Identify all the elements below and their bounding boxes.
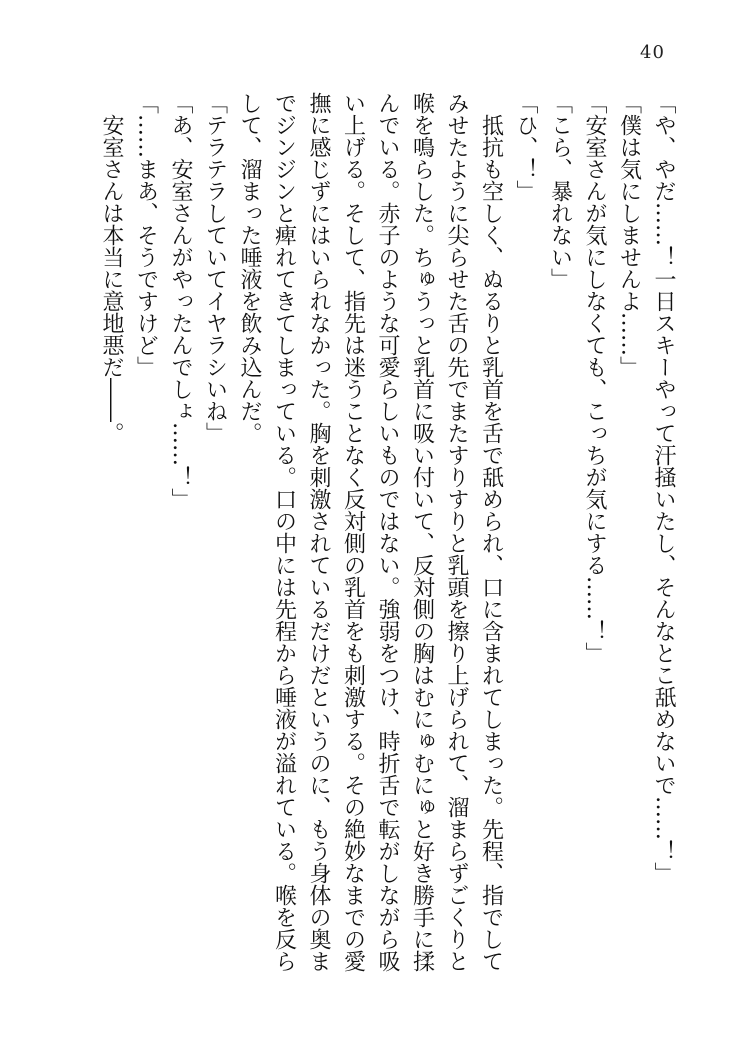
dialogue-line: 「……まあ、そうですけど」: [133, 92, 159, 378]
dialogue-line: 「テラテラしていてイヤラシいね」: [202, 92, 228, 444]
dialogue-line: 「あ、安室さんがやったんでしょ……！」: [168, 92, 193, 510]
narration-paragraph: 抵抗も空しく、ぬるりと乳首を舌で舐められ、口に含まれてしまった。先程、指でしてみせたように尖らせた舌の先でまたすりすりと乳頭を擦り上げられて、溜まらずごくりと喉を鳴らした。ちゅうっと乳首に吸い付いて、反対側の胸はむにゅむにゅと好き勝手に揉んでいる。赤子のような可愛らしいものではない。強弱をつけ、時折舌で転がしながら吸い上げる。そして、指先は迷うことなく反対側の乳首をも刺激する。その絶妙なまでの愛撫に感じずにはいられなかった。胸を刺激されているだけだというのに、もう身体の奥までジンジンと痺れてきてしまっている。口の中には先程から唾液が溢れている。喉を反らして、溜まった唾液を飲み込んだ。: [237, 92, 504, 972]
dialogue-line: 「安室さんが気にしなくても、こっちが気にする……！」: [582, 92, 607, 664]
dialogue-line: 「こら、暴れない」: [547, 92, 573, 290]
dialogue-line: 「僕は気にしませんよ……」: [616, 92, 642, 378]
narration-paragraph: 安室さんは本当に意地悪だ――。: [99, 114, 124, 444]
dialogue-line: 「ひ、！」: [513, 92, 538, 202]
dialogue-line: 「や、やだ……！一日スキーやって汗掻いたし、そんなとこ舐めないで……！」: [651, 92, 676, 884]
page-number: 40: [640, 42, 665, 63]
vertical-text-body: [70, 92, 680, 992]
